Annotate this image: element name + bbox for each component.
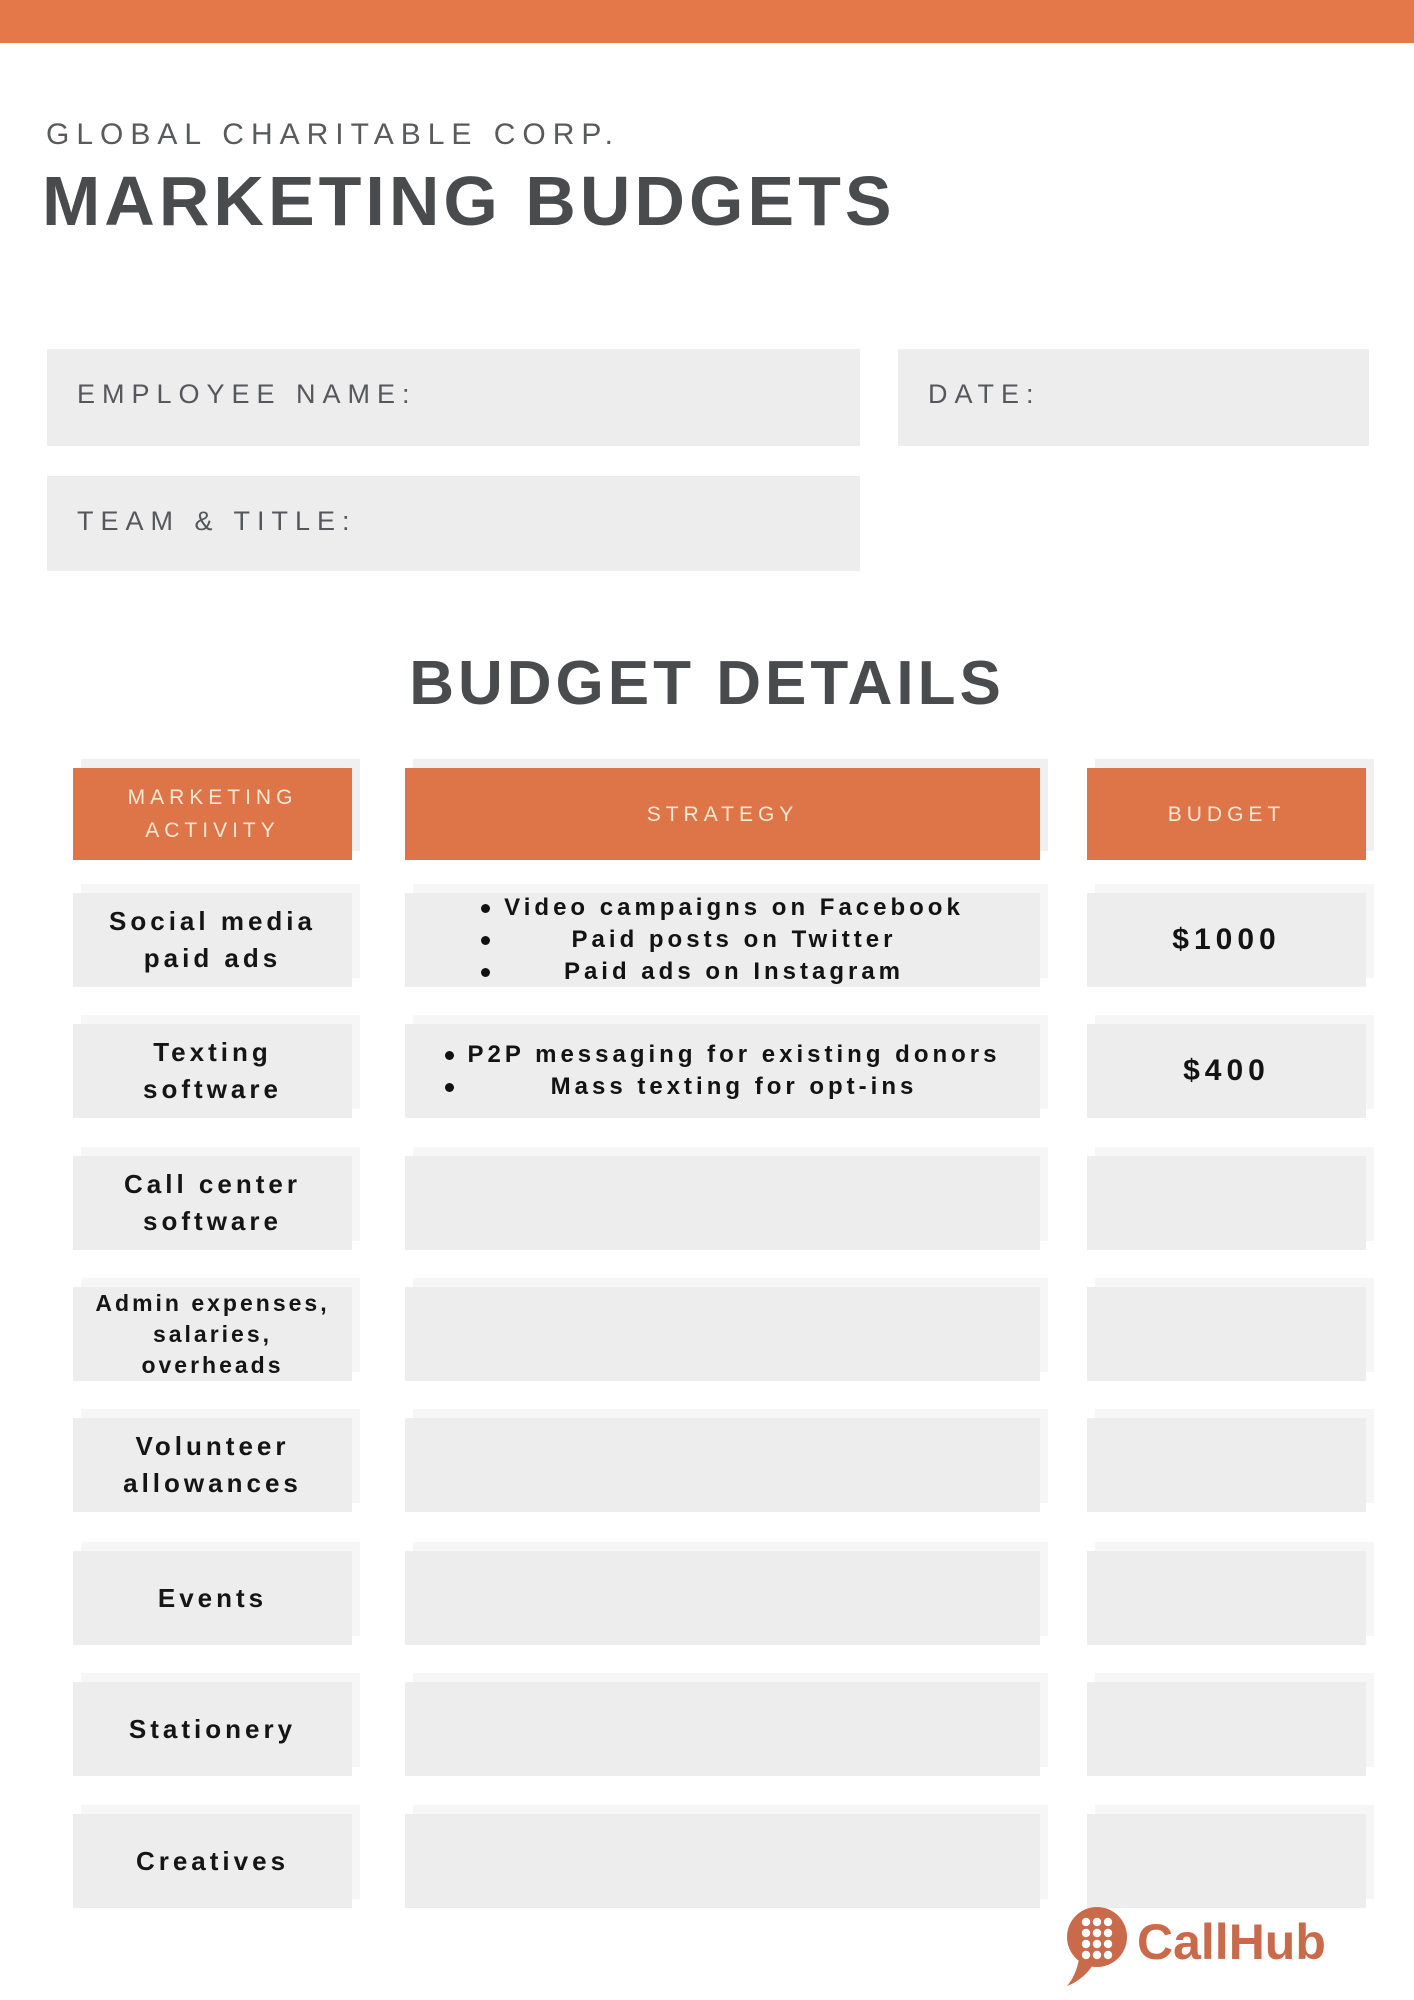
column-header-budget: BUDGET [1087, 768, 1366, 860]
activity-cell: Events [73, 1551, 352, 1645]
callhub-logo [1066, 1906, 1326, 1990]
strategy-cell-empty[interactable] [405, 1418, 1040, 1512]
document-title: MARKETING BUDGETS [42, 162, 896, 240]
team-title-field[interactable] [47, 476, 860, 571]
date-field[interactable] [898, 349, 1369, 446]
strategy-cell-empty[interactable] [405, 1551, 1040, 1645]
bullet-icon [481, 968, 490, 977]
activity-cell: Social media paid ads [73, 893, 352, 987]
top-accent-bar [0, 0, 1414, 43]
employee-name-label: EMPLOYEE NAME: [77, 379, 417, 409]
bullet-item: P2P messaging for existing donors [445, 1041, 1001, 1069]
strategy-cell [405, 893, 1040, 987]
team-title-label: TEAM & TITLE: [77, 506, 357, 536]
strategy-cell-empty[interactable] [405, 1287, 1040, 1381]
bullet-item: Mass texting for opt-ins [445, 1073, 1001, 1101]
bullet-icon [445, 1083, 454, 1092]
strategy-cell [405, 1024, 1040, 1118]
strategy-cell-empty[interactable] [405, 1814, 1040, 1908]
activity-cell: Texting software [73, 1024, 352, 1118]
bullet-item: Paid ads on Instagram [481, 958, 964, 986]
strategy-bullet-list [445, 1039, 1001, 1103]
callhub-logo-text: CallHub [1137, 1914, 1326, 1970]
callhub-logo-icon [1066, 1906, 1128, 1990]
budget-cell-empty[interactable] [1087, 1156, 1366, 1250]
column-header-marketing-activity: MARKETING ACTIVITY [73, 768, 352, 860]
budget-cell-empty[interactable] [1087, 1551, 1366, 1645]
bullet-icon [481, 904, 490, 913]
bullet-item: Video campaigns on Facebook [481, 894, 964, 922]
budget-cell-empty[interactable] [1087, 1287, 1366, 1381]
column-header-strategy: STRATEGY [405, 768, 1040, 860]
activity-cell: Creatives [73, 1814, 352, 1908]
strategy-cell-empty[interactable] [405, 1156, 1040, 1250]
date-label: DATE: [928, 379, 1041, 409]
activity-cell: Admin expenses, salaries, overheads [73, 1287, 352, 1381]
section-heading: BUDGET DETAILS [409, 649, 1005, 718]
bullet-icon [445, 1051, 454, 1060]
budget-cell: $1000 [1087, 893, 1366, 987]
budget-cell-empty[interactable] [1087, 1682, 1366, 1776]
activity-cell: Volunteer allowances [73, 1418, 352, 1512]
company-name: GLOBAL CHARITABLE CORP. [46, 118, 620, 151]
employee-name-field[interactable] [47, 349, 860, 446]
bullet-icon [481, 936, 490, 945]
budget-cell-empty[interactable] [1087, 1418, 1366, 1512]
activity-cell: Call center software [73, 1156, 352, 1250]
bullet-item: Paid posts on Twitter [481, 926, 964, 954]
budget-cell: $400 [1087, 1024, 1366, 1118]
strategy-cell-empty[interactable] [405, 1682, 1040, 1776]
budget-cell-empty[interactable] [1087, 1814, 1366, 1908]
activity-cell: Stationery [73, 1682, 352, 1776]
strategy-bullet-list [481, 892, 964, 988]
